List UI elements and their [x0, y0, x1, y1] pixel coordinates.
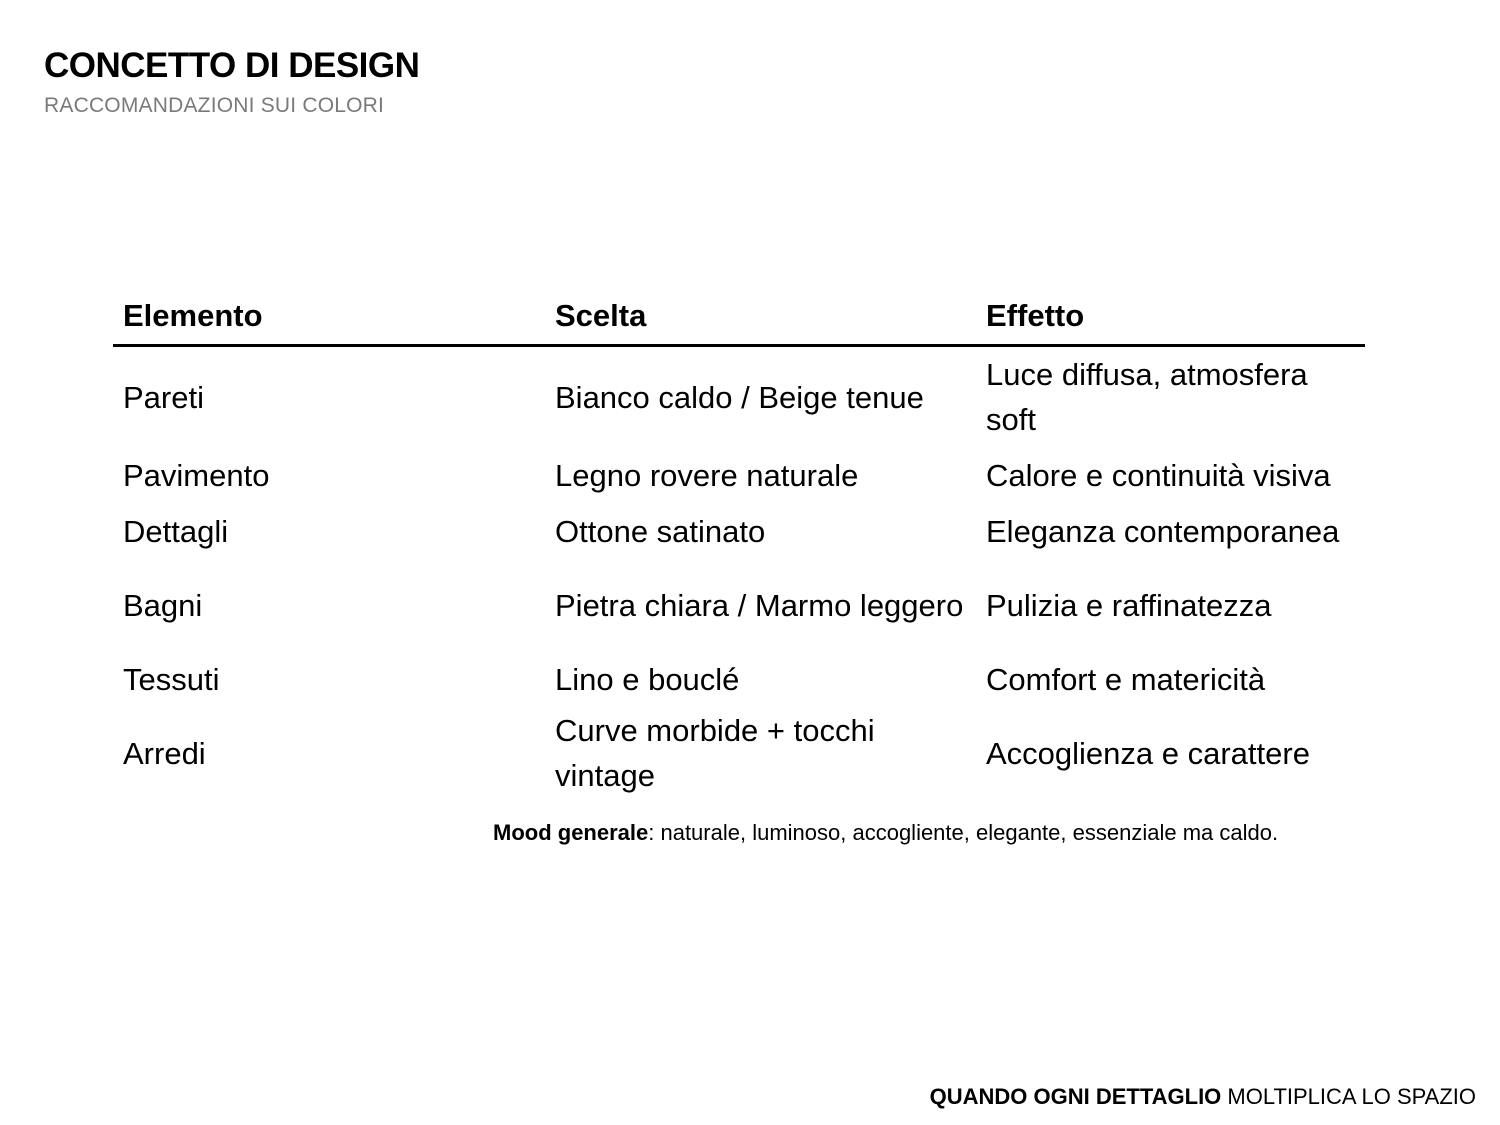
cell-elemento: Arredi: [123, 735, 206, 771]
cell-scelta: Ottone satinato: [555, 513, 766, 549]
table-row: [113, 707, 1365, 799]
cell-scelta: Curve morbide + tocchi vintage: [555, 713, 875, 793]
cell-effetto: Comfort e matericità: [986, 661, 1266, 697]
mood-label: Mood generale: [493, 820, 649, 845]
column-header-elemento: Elemento: [113, 292, 545, 346]
page-title: CONCETTO DI DESIGN: [44, 46, 420, 85]
cell-effetto: Luce diffusa, atmosfera soft: [986, 357, 1308, 437]
cell-scelta: Pietra chiara / Marmo leggero: [555, 587, 964, 623]
table-row: [113, 559, 1365, 651]
cell-elemento: Tessuti: [123, 661, 220, 697]
column-header-scelta: Scelta: [545, 292, 976, 346]
color-recommendations-table: [113, 292, 1365, 799]
column-header-effetto: Effetto: [976, 292, 1365, 346]
cell-elemento: Bagni: [123, 587, 203, 623]
cell-scelta: Bianco caldo / Beige tenue: [555, 379, 924, 415]
footer-tagline-bold: QUANDO OGNI DETTAGLIO: [929, 1084, 1222, 1109]
cell-effetto: Pulizia e raffinatezza: [986, 587, 1272, 623]
mood-text: : naturale, luminoso, accogliente, elegante, essenziale ma caldo.: [648, 820, 1279, 845]
mood-summary: [493, 820, 1278, 846]
page-subtitle: RACCOMANDAZIONI SUI COLORI: [44, 94, 385, 117]
table-row: [113, 503, 1365, 559]
cell-scelta: Legno rovere naturale: [555, 457, 859, 493]
footer-tagline-regular: MOLTIPLICA LO SPAZIO: [1221, 1084, 1476, 1109]
table-row: [113, 447, 1365, 503]
table-row: [113, 346, 1365, 448]
footer-tagline: [930, 1084, 1476, 1110]
cell-effetto: Accoglienza e carattere: [986, 735, 1310, 771]
cell-elemento: Pareti: [123, 379, 204, 415]
cell-effetto: Eleganza contemporanea: [986, 513, 1340, 549]
cell-scelta: Lino e bouclé: [555, 661, 740, 697]
table-header-row: [113, 292, 1365, 346]
table: [113, 292, 1365, 799]
cell-elemento: Pavimento: [123, 457, 270, 493]
cell-elemento: Dettagli: [123, 513, 229, 549]
cell-effetto: Calore e continuità visiva: [986, 457, 1331, 493]
table-row: [113, 651, 1365, 707]
